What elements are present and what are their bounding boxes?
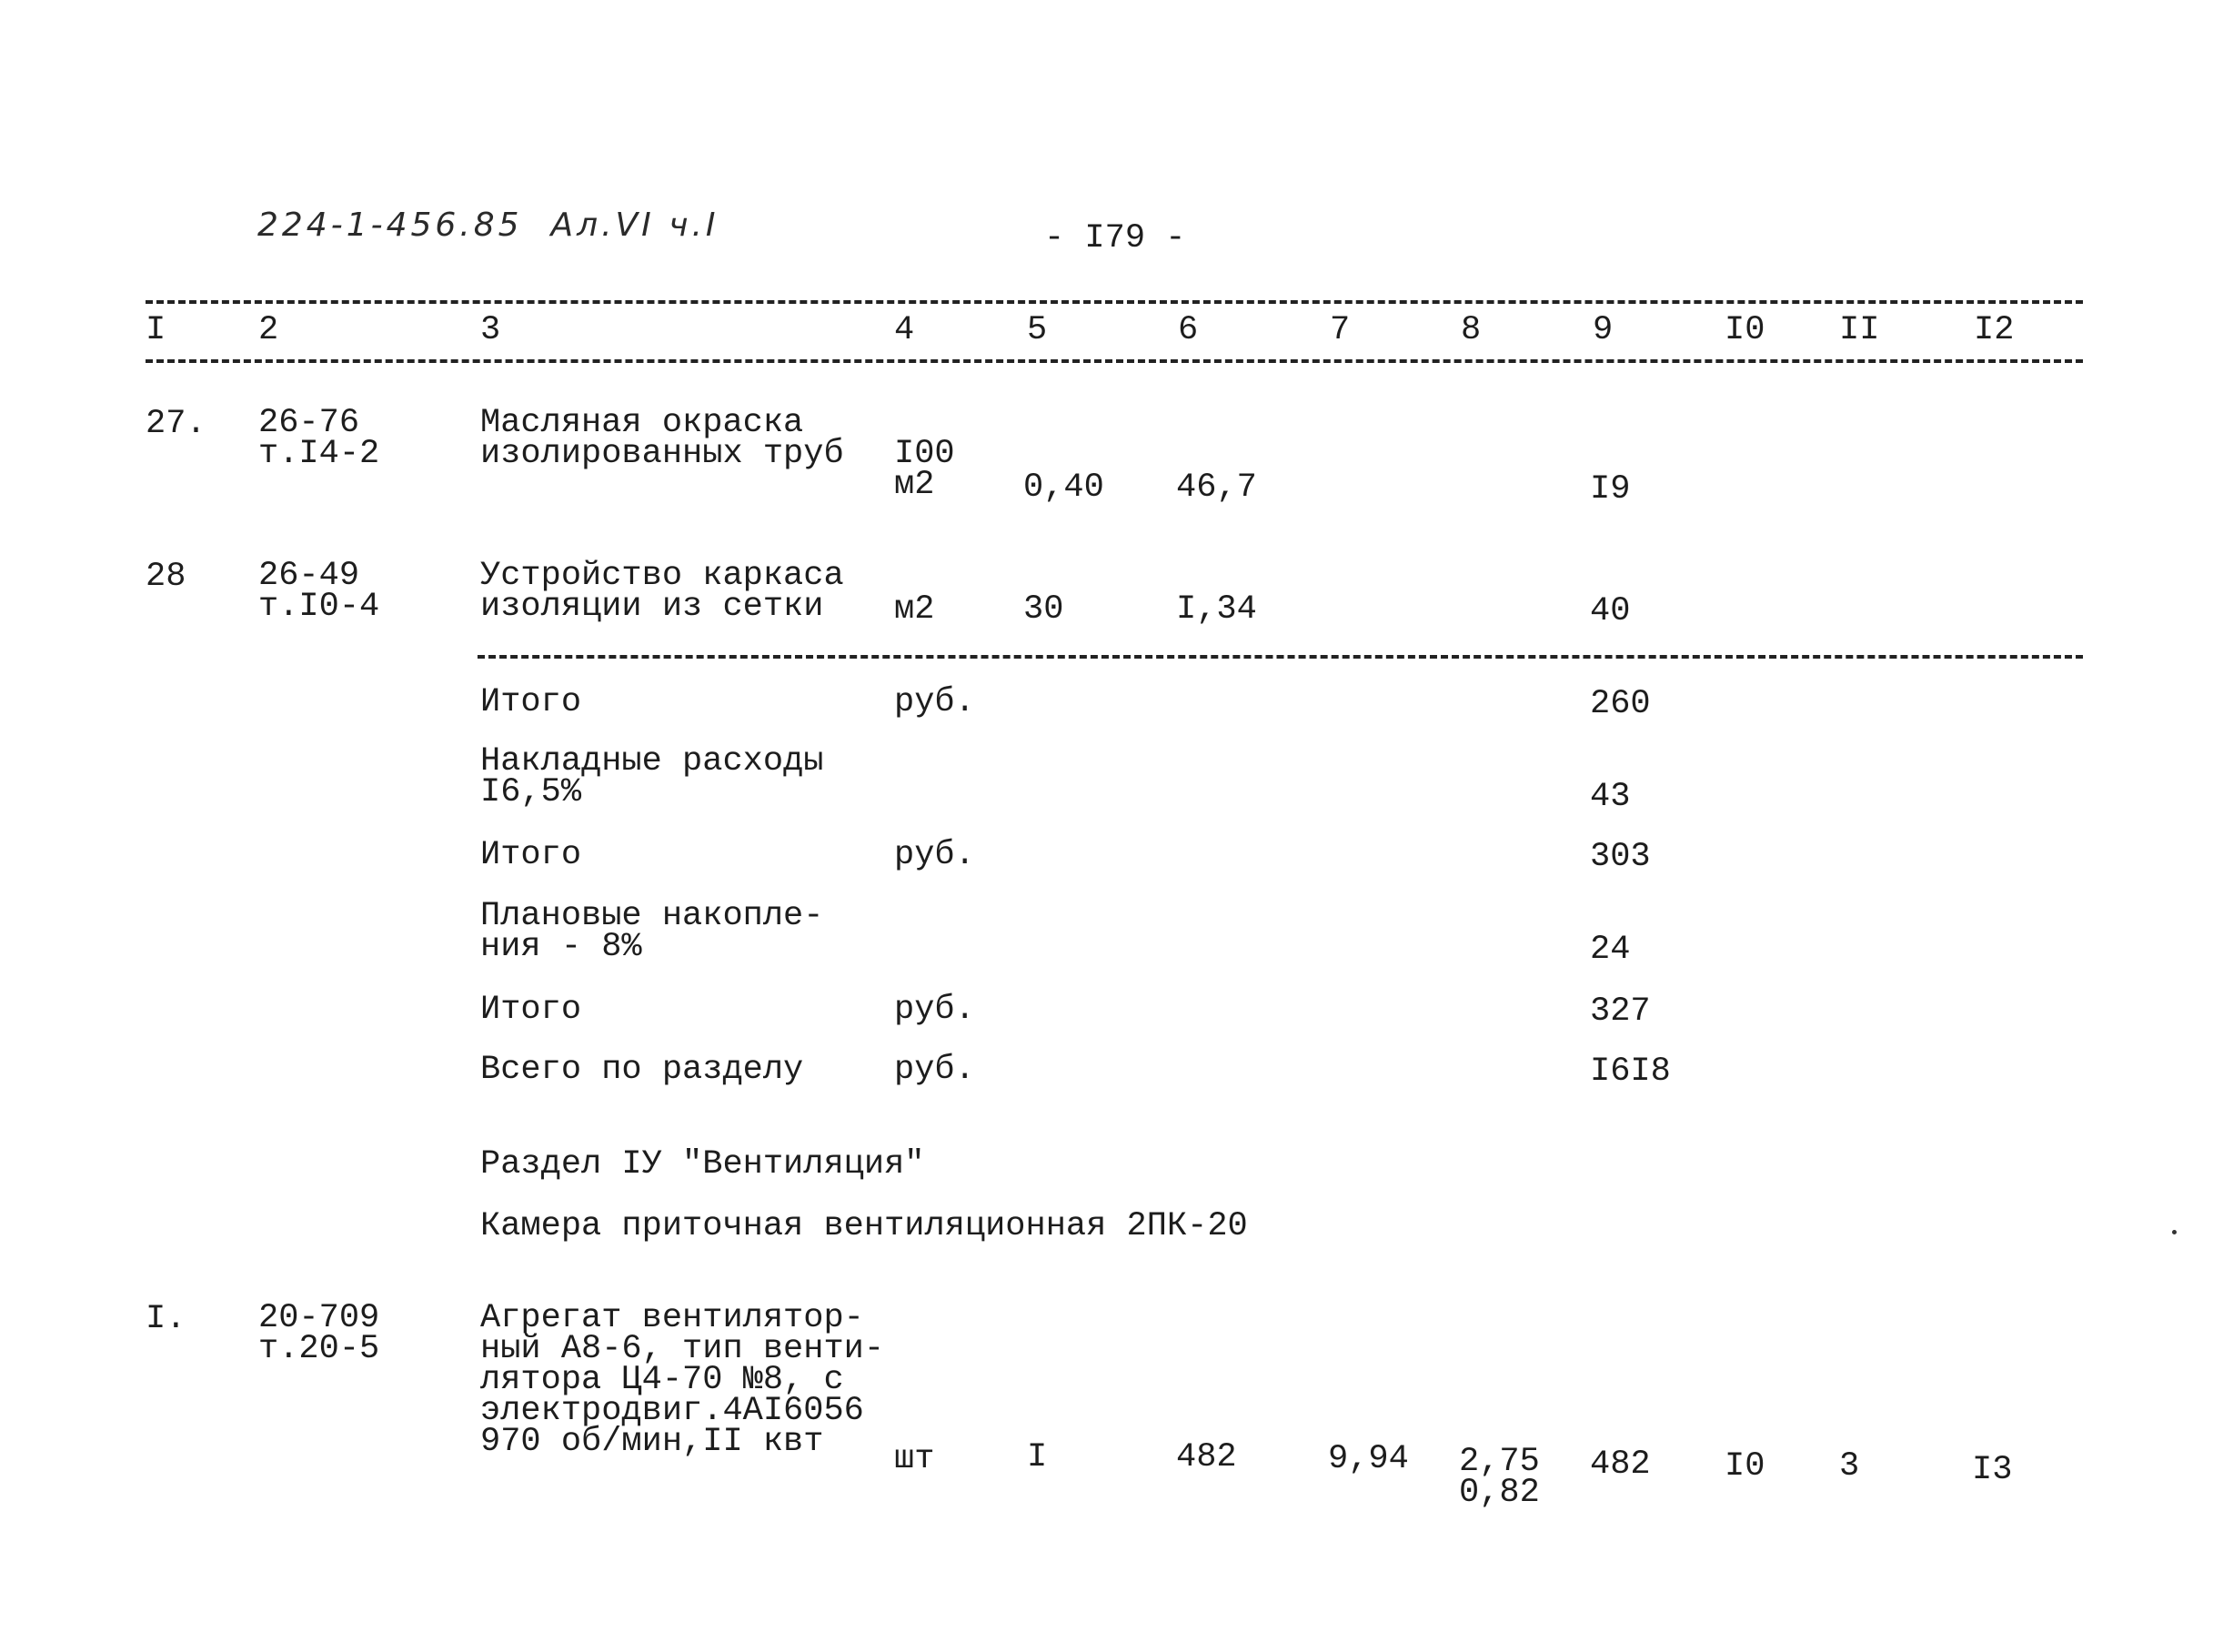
item-1-code: 20-709 т.20-5 — [258, 1299, 380, 1368]
row-28-number: 28 — [146, 558, 186, 596]
planned-savings-label: Плановые накопле- ния - 8% — [480, 897, 824, 966]
row-27-description: Масляная окраска изолированных труб — [480, 404, 844, 473]
total-2-value: 303 — [1590, 838, 1651, 876]
col-header-4: 4 — [894, 311, 915, 349]
item-1-col11: 3 — [1839, 1447, 1860, 1486]
section-subtitle: Камера приточная вентиляционная 2ПК-20 — [480, 1207, 1248, 1245]
subtotal-rule — [478, 655, 2083, 659]
col-header-11: II — [1839, 311, 1880, 349]
col-header-10: I0 — [1725, 311, 1765, 349]
row-27-number: 27. — [146, 405, 206, 443]
section-total-value: I6I8 — [1590, 1053, 1671, 1091]
item-1-col9: 482 — [1590, 1446, 1651, 1484]
item-1-col12: I3 — [1972, 1451, 2013, 1489]
row-27-unit: I00 м2 — [894, 435, 955, 504]
total-1-label: Итого — [480, 683, 582, 721]
item-1-col8: 2,75 0,82 — [1459, 1443, 1540, 1512]
overhead-label: Накладные расходы I6,5% — [480, 742, 824, 811]
section-total-unit: руб. — [894, 1051, 975, 1089]
row-27-col6: 46,7 — [1176, 468, 1257, 507]
item-1-col10: I0 — [1725, 1447, 1765, 1486]
item-1-col5: I — [1027, 1438, 1048, 1476]
total-3-unit: руб. — [894, 991, 975, 1029]
overhead-value: 43 — [1590, 778, 1631, 816]
header-top-rule — [146, 300, 2083, 304]
page-number: - I79 - — [1044, 219, 1186, 257]
row-28-col6: I,34 — [1176, 590, 1257, 629]
item-1-description: Агрегат вентилятор- ный А8-6, тип венти- лятора Ц4-70 №8, с электродвиг.4АI6056 970 об/мин,II квт — [480, 1299, 885, 1461]
document-code: 224-1-456.85 Ал.VI ч.I — [257, 206, 719, 244]
scan-speck — [2172, 1230, 2177, 1234]
planned-savings-value: 24 — [1590, 931, 1631, 969]
item-1-col6: 482 — [1176, 1438, 1237, 1476]
total-1-value: 260 — [1590, 685, 1651, 723]
row-28-code: 26-49 т.I0-4 — [258, 557, 380, 626]
total-3-value: 327 — [1590, 992, 1651, 1031]
col-header-2: 2 — [258, 311, 279, 349]
row-28-description: Устройство каркаса изоляции из сетки — [480, 557, 844, 626]
total-2-label: Итого — [480, 836, 582, 874]
section-title: Раздел IУ "Вентиляция" — [480, 1145, 925, 1184]
item-1-unit: шт — [894, 1440, 935, 1478]
section-total-label: Всего по разделу — [480, 1051, 804, 1089]
col-header-6: 6 — [1178, 311, 1199, 349]
row-27-code: 26-76 т.I4-2 — [258, 404, 380, 473]
total-1-unit: руб. — [894, 683, 975, 721]
col-header-5: 5 — [1027, 311, 1048, 349]
col-header-1: I — [146, 311, 166, 349]
col-header-9: 9 — [1593, 311, 1614, 349]
col-header-12: I2 — [1974, 311, 2015, 349]
header-bottom-rule — [146, 359, 2083, 363]
total-2-unit: руб. — [894, 836, 975, 874]
item-1-number: I. — [146, 1300, 186, 1338]
row-27-col5: 0,40 — [1023, 468, 1104, 507]
col-header-7: 7 — [1330, 311, 1351, 349]
col-header-3: 3 — [480, 311, 501, 349]
row-28-col5: 30 — [1023, 590, 1064, 629]
row-28-col9: 40 — [1590, 592, 1631, 630]
row-28-unit: м2 — [894, 590, 935, 629]
item-1-col7: 9,94 — [1328, 1440, 1409, 1478]
total-3-label: Итого — [480, 991, 582, 1029]
col-header-8: 8 — [1461, 311, 1482, 349]
row-27-col9: I9 — [1590, 470, 1631, 509]
